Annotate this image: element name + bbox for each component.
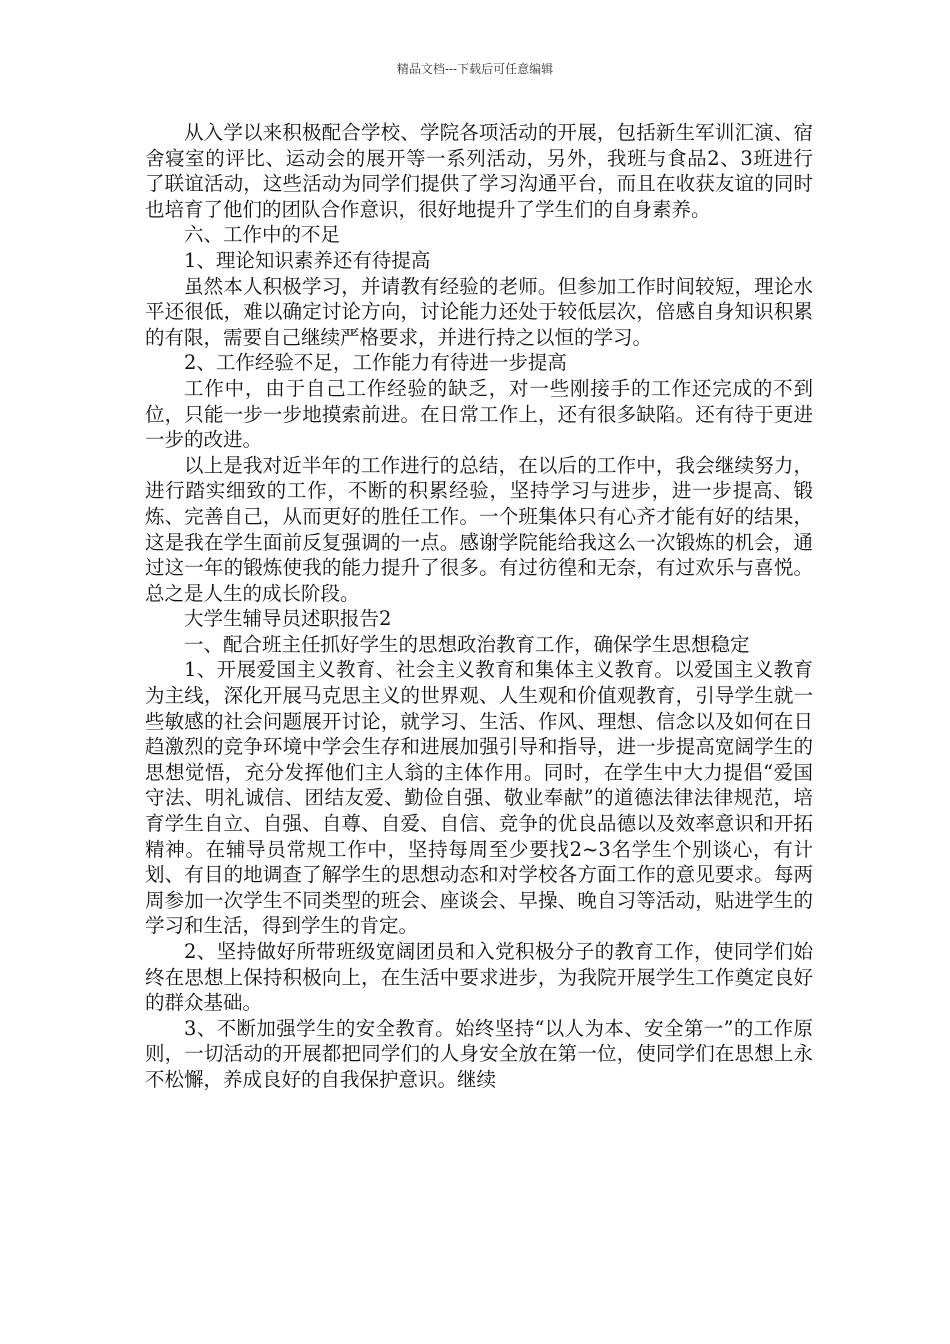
document-body [145,120,813,1093]
section-heading: 六、工作中的不足 [184,223,341,247]
subsection-heading: 2、工作经验不足，工作能力有待进一步提高 [184,351,567,375]
paragraph: 以上是我对近半年的工作进行的总结，在以后的工作中，我会继续努力，进行踏实细致的工作，不断的积累经验，坚持学习与进步，进一步提高、锻炼、完善自己，从而更好的胜任工作。一个班集体只有心齐才能有好的结果，这是我在学生面前反复强调的一点。感谢学院能给我这么一次锻炼的机会，通过这一年的锻炼使我的能力提升了很多。有过彷徨和无奈，有过欢乐与喜悦。总之是人生的成长阶段。 [145,453,813,605]
paragraph: 工作中，由于自己工作经验的缺乏，对一些刚接手的工作还完成的不到位，只能一步一步地摸索前进。在日常工作上，还有很多缺陷。还有待于更进一步的改进。 [145,376,813,452]
page-header: 精品文档---下载后可任意编辑 [396,62,554,76]
paragraph: 1、开展爱国主义教育、社会主义教育和集体主义教育。以爱国主义教育为主线，深化开展马克思主义的世界观、人生观和价值观教育，引导学生就一些敏感的社会问题展开讨论，就学习、生活、作风、理想、信念以及如何在日趋激烈的竞争环境中学会生存和进展加强引导和指导，进一步提高宽阔学生的思想觉悟，充分发挥他们主人翁的主体作用。同时，在学生中大力提倡“爱国守法、明礼诚信、团结友爱、勤俭自强、敬业奉献”的道德法律法律规范，培育学生自立、自强、自尊、自爱、自信、竞争的优良品德以及效率意识和开拓精神。在辅导员常规工作中，坚持每周至少要找2~3名学生个别谈心，有计划、有目的地调查了解学生的思想动态和对学校各方面工作的意见要求。每两周参加一次学生不同类型的班会、座谈会、早操、晚自习等活动，贴进学生的学习和生活，得到学生的肯定。 [145,658,813,938]
subsection-heading: 1、理论知识素养还有待提高 [184,248,431,272]
paragraph: 3、不断加强学生的安全教育。始终坚持“以人为本、安全第一”的工作原则，一切活动的开展都把同学们的人身安全放在第一位，使同学们在思想上永不松懈，养成良好的自我保护意识。继续 [145,1016,813,1091]
report-title: 大学生辅导员述职报告2 [184,607,392,631]
paragraph: 虽然本人积极学习，并请教有经验的老师。但参加工作时间较短，理论水平还很低，难以确定讨论方向，讨论能力还处于较低层次，倍感自身知识积累的有限，需要自己继续严格要求，并进行持之以恒的学习。 [145,274,813,349]
paragraph: 从入学以来积极配合学校、学院各项活动的开展，包括新生军训汇演、宿舍寝室的评比、运动会的展开等一系列活动，另外，我班与食品2、3班进行了联谊活动，这些活动为同学们提供了学习沟通平台，而且在收获友谊的同时也培育了他们的团队合作意识，很好地提升了学生们的自身素养。 [145,121,813,221]
paragraph: 2、坚持做好所带班级宽阔团员和入党积极分子的教育工作，使同学们始终在思想上保持积极向上，在生活中要求进步，为我院开展学生工作奠定良好的群众基础。 [145,940,813,1015]
section-heading: 一、配合班主任抓好学生的思想政治教育工作，确保学生思想稳定 [184,632,750,656]
